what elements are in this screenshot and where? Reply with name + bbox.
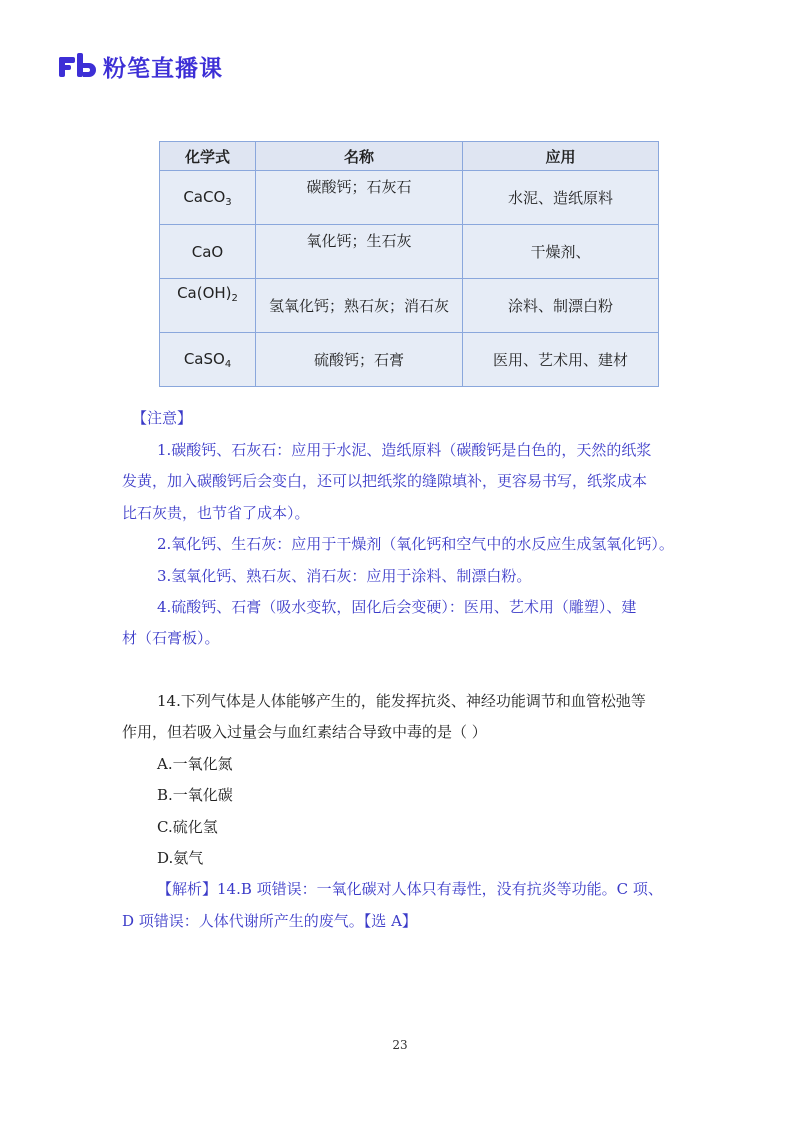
analysis-line-2: D 项错误：人体代谢所产生的废气。【选 A】 bbox=[122, 912, 417, 930]
brand-logo bbox=[57, 51, 223, 81]
question-stem-line-1: 14.下列气体是人体能够产生的，能发挥抗炎、神经功能调节和血管松弛等 bbox=[157, 692, 646, 710]
note-item-4-line-1: 4.硫酸钙、石膏（吸水变软，固化后会变硬）：医用、艺术用（雕塑）、建 bbox=[157, 598, 637, 616]
note-item-3: 3.氢氧化钙、熟石灰、消石灰：应用于涂料、制漂白粉。 bbox=[157, 567, 532, 585]
formula-cell: CaO bbox=[160, 225, 256, 279]
table-row bbox=[160, 225, 659, 279]
col-header-formula: 化学式 bbox=[160, 142, 256, 171]
fenbi-logo-icon bbox=[57, 51, 99, 81]
note-item-4-line-2: 材（石膏板）。 bbox=[122, 629, 220, 647]
note-item-1-line-2: 发黄，加入碳酸钙后会变白，还可以把纸浆的缝隙填补，更容易书写，纸浆成本 bbox=[122, 472, 648, 490]
formula-cell: CaCO$_3$ bbox=[160, 171, 256, 225]
use-cell: 涂料、制漂白粉 bbox=[463, 279, 659, 333]
table-header-row bbox=[160, 142, 659, 171]
use-cell: 干燥剂、 bbox=[463, 225, 659, 279]
note-item-1-line-1: 1.碳酸钙、石灰石：应用于水泥、造纸原料（碳酸钙是白色的，天然的纸浆 bbox=[157, 441, 652, 459]
formula-cell: CaSO$_4$ bbox=[160, 333, 256, 387]
page-number: 23 bbox=[392, 1038, 408, 1052]
name-cell: 氢氧化钙；熟石灰；消石灰 bbox=[256, 279, 463, 333]
name-cell: 氧化钙；生石灰 bbox=[256, 225, 463, 279]
option-b: B.一氧化碳 bbox=[157, 786, 233, 804]
col-header-name: 名称 bbox=[256, 142, 463, 171]
option-c: C.硫化氢 bbox=[157, 818, 218, 836]
option-a: A.一氧化氮 bbox=[157, 755, 233, 773]
note-item-1-line-3: 比石灰贵，也节省了成本）。 bbox=[122, 504, 310, 522]
brand-name: 粉笔直播课 bbox=[103, 55, 223, 82]
option-d: D.氨气 bbox=[157, 849, 204, 867]
name-cell: 硫酸钙；石膏 bbox=[256, 333, 463, 387]
analysis-line-1: 【解析】14.B 项错误：一氧化碳对人体只有毒性，没有抗炎等功能。C 项、 bbox=[157, 880, 663, 898]
question-stem-line-2: 作用，但若吸入过量会与血红素结合导致中毒的是（ ） bbox=[122, 723, 487, 741]
table-row bbox=[160, 171, 659, 225]
calcium-compounds-table bbox=[159, 141, 659, 387]
use-cell: 医用、艺术用、建材 bbox=[463, 333, 659, 387]
formula-cell: $Ca(OH)_2$ bbox=[160, 279, 256, 333]
col-header-use: 应用 bbox=[463, 142, 659, 171]
note-title: 【注意】 bbox=[132, 409, 193, 427]
use-cell: 水泥、造纸原料 bbox=[463, 171, 659, 225]
table-row bbox=[160, 333, 659, 387]
note-item-2: 2.氧化钙、生石灰：应用于干燥剂（氧化钙和空气中的水反应生成氢氧化钙）。 bbox=[157, 535, 674, 553]
name-cell: 碳酸钙；石灰石 bbox=[256, 171, 463, 225]
table-row bbox=[160, 279, 659, 333]
